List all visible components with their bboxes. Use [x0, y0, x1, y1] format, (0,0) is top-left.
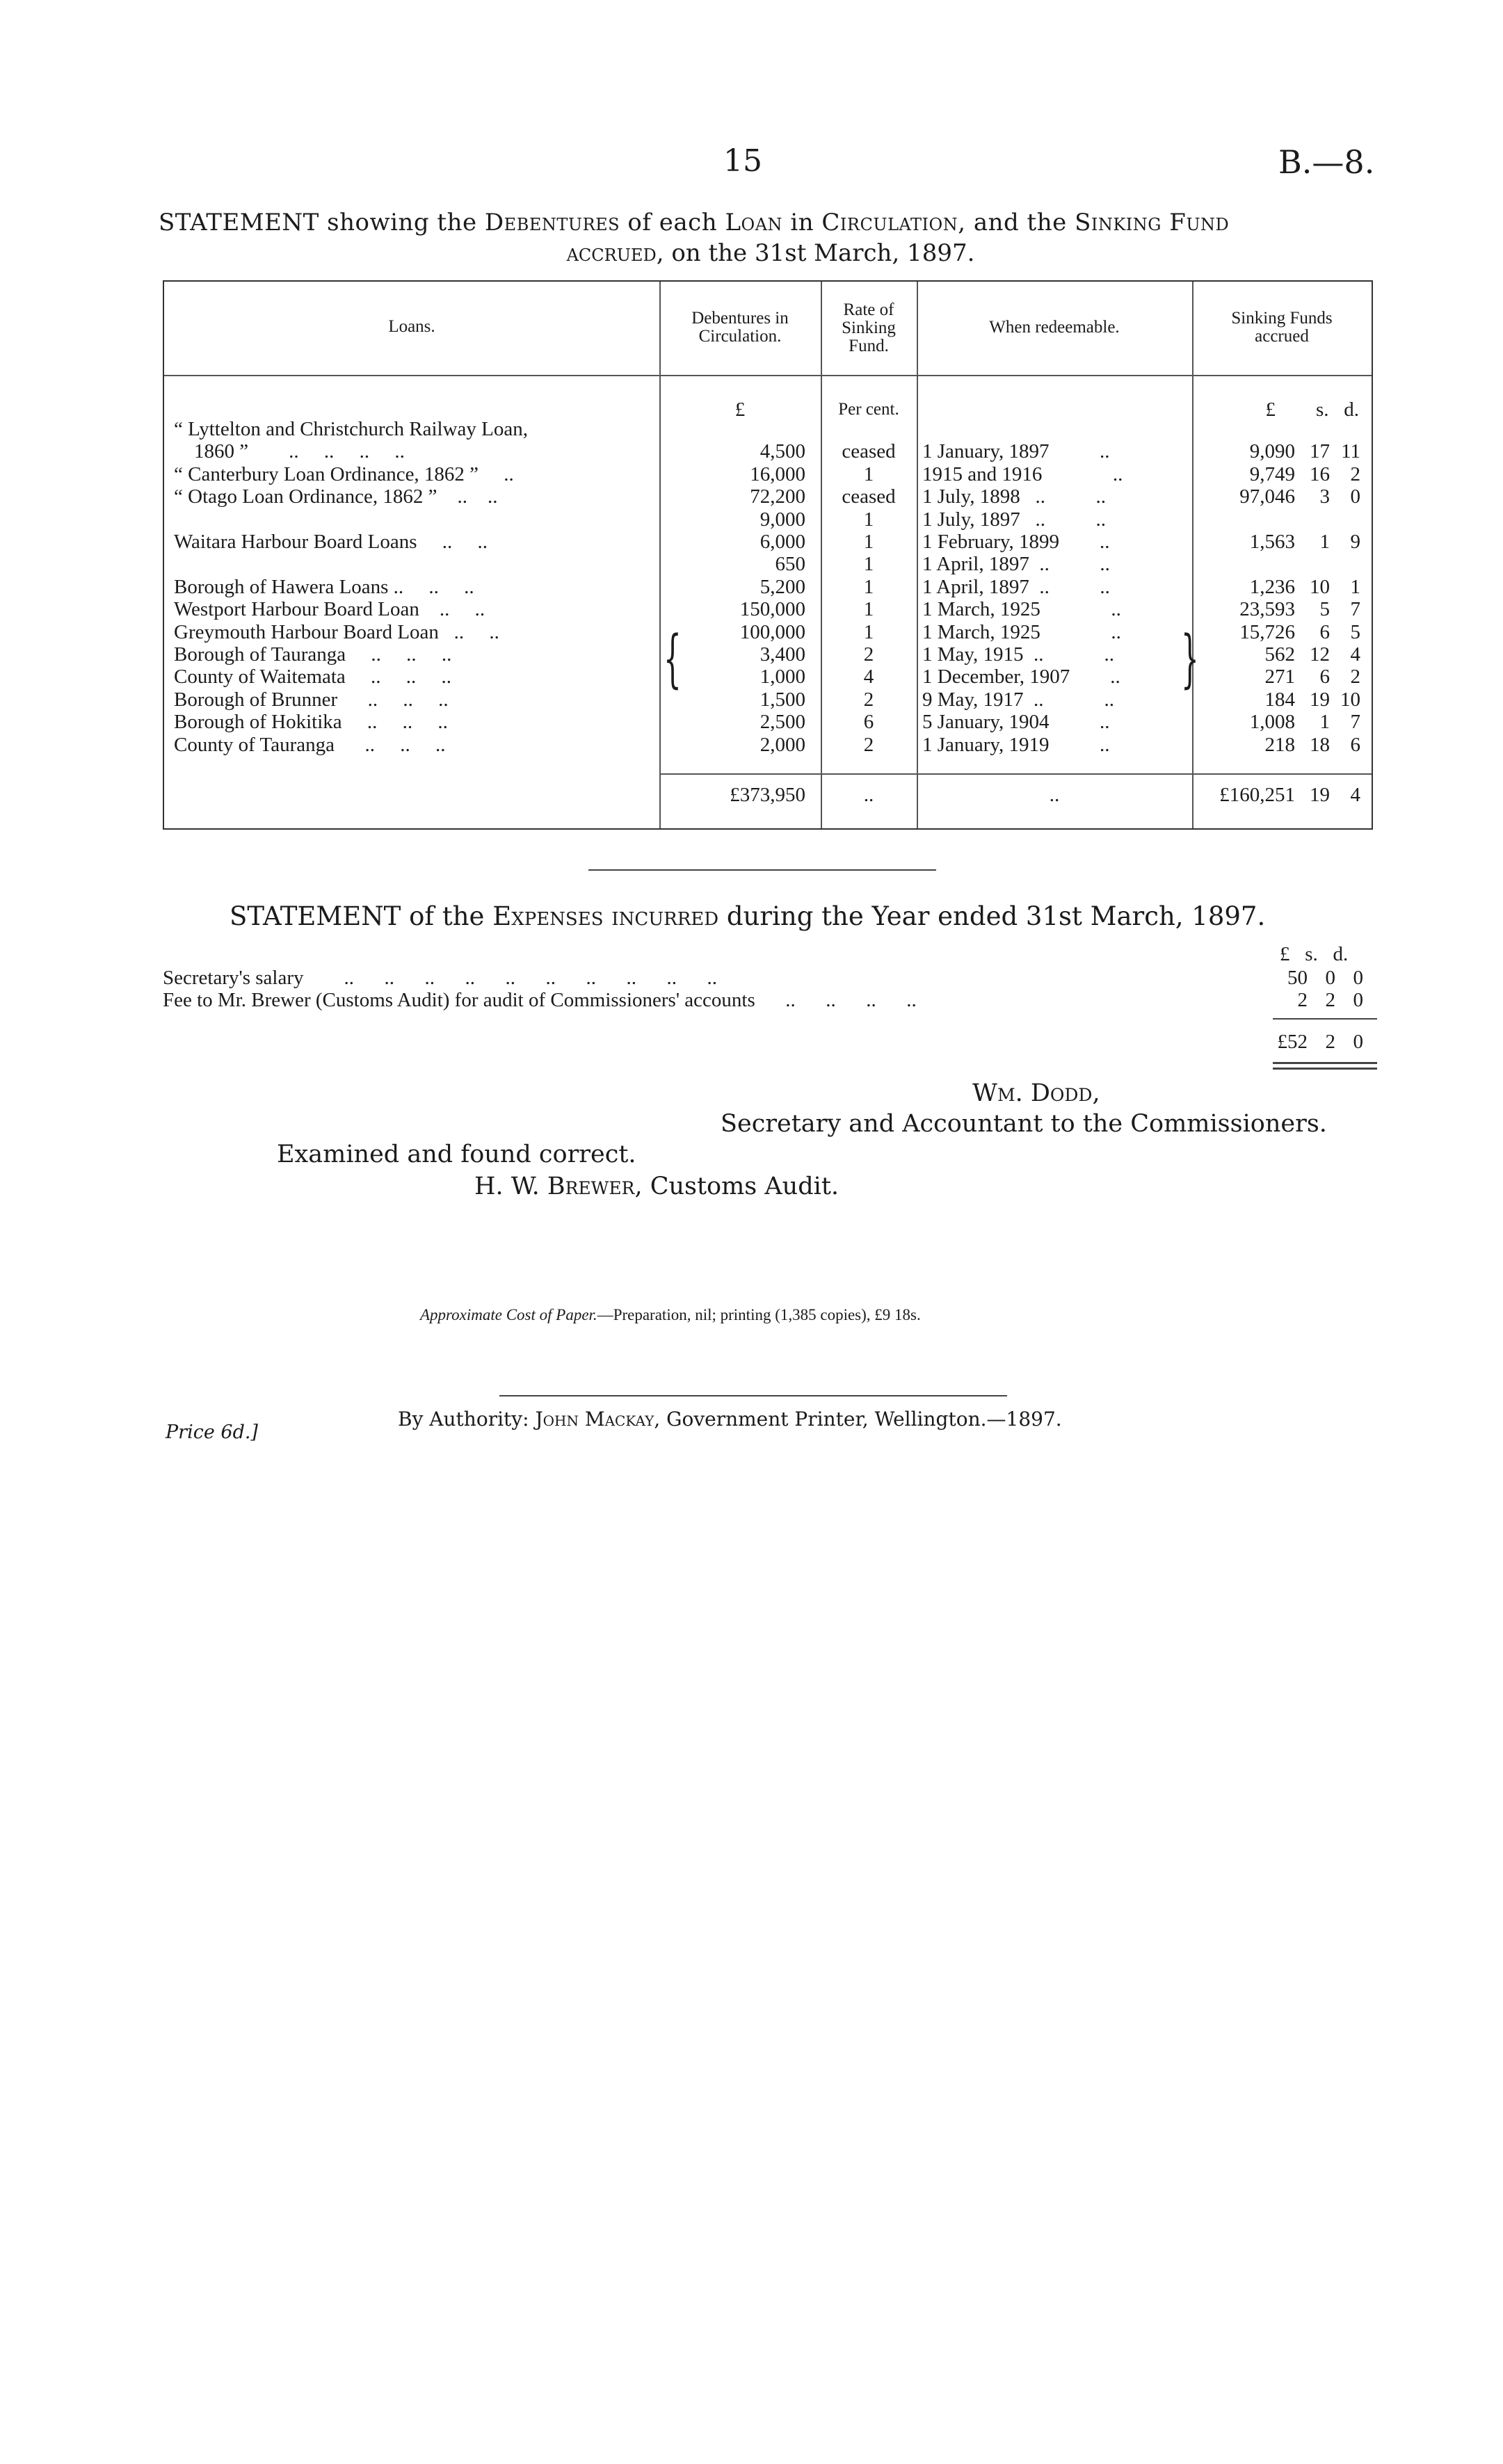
- footer-divider: [499, 1395, 1007, 1396]
- examined-note: Examined and found correct.: [277, 1141, 636, 1168]
- title-text: of each: [620, 209, 725, 236]
- table-cell-redeem: 5 January, 1904 ..: [922, 711, 1110, 734]
- table-cell-s: 6: [1319, 620, 1330, 643]
- table-cell-rate: 1: [863, 462, 874, 485]
- table-cell-l: 1,008: [1249, 711, 1295, 734]
- table-cell-rate: 2: [863, 643, 874, 666]
- statement-expenses-title: [230, 901, 1265, 931]
- title-text: in: [782, 209, 822, 236]
- total-shillings: 19: [1310, 784, 1330, 806]
- table-cell-redeem: 1915 and 1916 ..: [922, 462, 1123, 485]
- double-rule: [1273, 1068, 1377, 1070]
- table-cell-redeem: 9 May, 1917 .. ..: [922, 688, 1115, 711]
- table-cell-s: 19: [1310, 688, 1330, 711]
- table-cell-rate: ceased: [842, 485, 896, 508]
- table-cell-l: 97,046: [1239, 485, 1295, 508]
- title-text: , and the: [958, 209, 1075, 236]
- title-text: , on the 31st March, 1897.: [656, 239, 975, 267]
- table-cell-d: 4: [1350, 643, 1360, 666]
- expense-total-pence: 0: [1353, 1031, 1363, 1053]
- table-cell-d: 2: [1350, 462, 1360, 485]
- table-cell-redeem: 1 January, 1919 ..: [922, 733, 1110, 756]
- table-cell-l: 9,749: [1249, 462, 1295, 485]
- table-cell-s: 5: [1319, 598, 1330, 621]
- column-header-debentures: [659, 309, 821, 346]
- expense-pence: 0: [1353, 967, 1363, 989]
- table-cell-rate: 1: [863, 508, 874, 531]
- table-cell-deb: 2,000: [759, 733, 805, 756]
- table-cell-rate: 1: [863, 575, 874, 598]
- column-divider: [917, 282, 918, 828]
- table-cell-deb: 1,000: [759, 666, 805, 689]
- table-cell-rate: ceased: [842, 440, 896, 463]
- header-line: Sinking Funds: [1231, 309, 1333, 328]
- printer-authority: [398, 1408, 1062, 1431]
- table-cell-loan: “ Lyttelton and Christchurch Railway Loan,: [174, 418, 528, 440]
- table-cell-s: 3: [1319, 485, 1330, 508]
- table-cell-redeem: 1 February, 1899 ..: [922, 531, 1110, 553]
- table-cell-d: 7: [1350, 598, 1360, 621]
- cost-label: Approximate Cost of Paper.: [420, 1306, 597, 1323]
- table-cell-redeem: 1 December, 1907 ..: [922, 666, 1120, 689]
- document-reference: B.—8.: [1278, 143, 1375, 181]
- table-cell-d: 6: [1350, 733, 1360, 756]
- brace-right: }: [1181, 622, 1199, 695]
- title-text: STATEMENT of the: [230, 901, 493, 931]
- table-cell-rate: 6: [863, 711, 874, 734]
- authority-text: , Government Printer, Wellington.—1897.: [654, 1408, 1062, 1431]
- column-header-rate: [821, 301, 917, 355]
- table-cell-l: 1,563: [1249, 531, 1295, 553]
- table-cell-d: 1: [1350, 575, 1360, 598]
- table-cell-l: 562: [1264, 643, 1295, 666]
- signatory-title: Secretary and Accountant to the Commissioners.: [721, 1110, 1327, 1138]
- table-cell-l: 184: [1264, 688, 1295, 711]
- table-cell-d: 11: [1341, 440, 1360, 463]
- table-cell-s: 1: [1319, 711, 1330, 734]
- cost-of-paper: [420, 1306, 921, 1324]
- total-redeem: ..: [1049, 784, 1060, 806]
- table-cell-deb: 650: [775, 553, 805, 576]
- table-cell-s: 16: [1310, 462, 1330, 485]
- table-cell-loan: “ Otago Loan Ordinance, 1862 ” .. ..: [174, 485, 498, 508]
- table-cell-d: 9: [1350, 531, 1360, 553]
- expense-pounds: 2: [1297, 989, 1308, 1011]
- double-rule: [1273, 1062, 1377, 1064]
- table-cell-l: 9,090: [1249, 440, 1295, 463]
- header-line: Sinking: [842, 319, 896, 337]
- statement-debentures-title-line1: [159, 209, 1383, 236]
- table-cell-d: 0: [1350, 485, 1360, 508]
- table-cell-redeem: 1 April, 1897 .. ..: [922, 553, 1110, 576]
- column-header-loans: Loans.: [388, 317, 435, 336]
- table-cell-loan: 1860 ” .. .. .. ..: [174, 440, 405, 463]
- table-cell-loan: Waitara Harbour Board Loans .. ..: [174, 531, 488, 553]
- table-cell-deb: 3,400: [759, 643, 805, 666]
- unit-pound: £: [734, 398, 746, 421]
- table-cell-l: 271: [1264, 666, 1295, 689]
- authority-text: By Authority:: [398, 1408, 536, 1431]
- table-cell-deb: 6,000: [759, 531, 805, 553]
- table-cell-loan: Westport Harbour Board Loan .. ..: [174, 598, 485, 621]
- table-cell-s: 18: [1310, 733, 1330, 756]
- expense-label: Fee to Mr. Brewer (Customs Audit) for audit of Commissioners' accounts .. .. .. ..: [163, 989, 917, 1011]
- header-line: Debentures in: [691, 309, 789, 328]
- table-cell-redeem: 1 March, 1925 ..: [922, 620, 1121, 643]
- table-cell-loan: County of Tauranga .. .. ..: [174, 733, 446, 756]
- cost-text: —Preparation, nil; printing (1,385 copies), £9 18s.: [597, 1306, 921, 1323]
- expense-pence: 0: [1353, 989, 1363, 1011]
- total-debentures: £373,950: [730, 784, 805, 806]
- debentures-table: [163, 280, 1373, 830]
- authority-text: John Mackay: [535, 1408, 654, 1431]
- title-text: STATEMENT showing the: [159, 209, 485, 236]
- table-cell-s: 17: [1310, 440, 1330, 463]
- signatory-name: Wm. Dodd,: [972, 1079, 1100, 1107]
- table-cell-redeem: 1 March, 1925 ..: [922, 598, 1121, 621]
- table-cell-s: 6: [1319, 666, 1330, 689]
- expense-pounds: 50: [1287, 967, 1308, 989]
- total-divider: [659, 773, 1372, 775]
- table-cell-rate: 2: [863, 688, 874, 711]
- column-header-redeemable: When redeemable.: [989, 318, 1120, 337]
- column-header-sinking-funds: [1192, 309, 1372, 346]
- table-cell-loan: Borough of Hokitika .. .. ..: [174, 711, 448, 734]
- table-cell-loan: “ Canterbury Loan Ordinance, 1862 ” ..: [174, 462, 514, 485]
- table-cell-d: 5: [1350, 620, 1360, 643]
- auditor-text: H. W.: [474, 1173, 547, 1200]
- table-cell-deb: 2,500: [759, 711, 805, 734]
- expense-shillings: 2: [1325, 989, 1335, 1011]
- expense-label: Secretary's salary .. .. .. .. .. .. .. .. .. ..: [163, 967, 717, 989]
- table-cell-d: 2: [1350, 666, 1360, 689]
- table-cell-rate: 1: [863, 620, 874, 643]
- title-text: accrued: [566, 239, 657, 267]
- table-cell-s: 10: [1310, 575, 1330, 598]
- statement-debentures-title-line2: [159, 239, 1383, 267]
- table-cell-l: 15,726: [1239, 620, 1295, 643]
- total-pence: 4: [1350, 784, 1360, 806]
- unit-lsd: £ s. d.: [1265, 398, 1359, 421]
- table-cell-l: 1,236: [1249, 575, 1295, 598]
- expenses-lsd-header: £ s. d.: [1280, 943, 1349, 965]
- table-cell-rate: 1: [863, 531, 874, 553]
- header-line: Rate of: [843, 300, 894, 319]
- table-cell-deb: 150,000: [739, 598, 805, 621]
- table-cell-s: 1: [1319, 531, 1330, 553]
- auditor-line: [474, 1173, 839, 1200]
- table-cell-loan: Borough of Tauranga .. .. ..: [174, 643, 452, 666]
- header-line: accrued: [1255, 327, 1309, 346]
- unit-percent: Per cent.: [838, 400, 899, 419]
- price: Price 6d.]: [166, 1422, 258, 1443]
- brace-left: {: [664, 622, 682, 695]
- auditor-text: , Customs Audit.: [634, 1173, 839, 1200]
- table-cell-deb: 9,000: [759, 508, 805, 531]
- header-line: Circulation.: [698, 327, 782, 346]
- table-cell-redeem: 1 May, 1915 .. ..: [922, 643, 1115, 666]
- header-line: Fund.: [849, 337, 889, 355]
- table-cell-loan: Greymouth Harbour Board Loan .. ..: [174, 620, 499, 643]
- table-cell-deb: 1,500: [759, 688, 805, 711]
- table-cell-loan: County of Waitemata .. .. ..: [174, 666, 452, 689]
- title-text: during the Year ended 31st March, 1897.: [718, 901, 1266, 931]
- table-cell-deb: 16,000: [750, 462, 805, 485]
- title-text: Loan: [725, 209, 783, 236]
- table-cell-redeem: 1 July, 1897 .. ..: [922, 508, 1106, 531]
- table-cell-d: 7: [1350, 711, 1360, 734]
- title-text: Debentures: [484, 209, 620, 236]
- sum-rule: [1273, 1018, 1377, 1020]
- table-cell-l: 23,593: [1239, 598, 1295, 621]
- table-cell-d: 10: [1340, 688, 1360, 711]
- expense-shillings: 0: [1325, 967, 1335, 989]
- title-text: Expenses incurred: [492, 901, 719, 931]
- total-pounds: £160,251: [1219, 784, 1295, 806]
- auditor-text: Brewer: [547, 1173, 635, 1200]
- table-cell-rate: 4: [863, 666, 874, 689]
- table-cell-redeem: 1 July, 1898 .. ..: [922, 485, 1106, 508]
- table-cell-deb: 100,000: [739, 620, 805, 643]
- table-cell-rate: 2: [863, 733, 874, 756]
- section-divider: [588, 869, 936, 871]
- table-cell-rate: 1: [863, 598, 874, 621]
- header-divider: [164, 375, 1372, 376]
- table-cell-redeem: 1 January, 1897 ..: [922, 440, 1110, 463]
- table-cell-redeem: 1 April, 1897 .. ..: [922, 575, 1110, 598]
- total-rate: ..: [863, 784, 874, 806]
- expense-total-shillings: 2: [1325, 1031, 1335, 1053]
- title-text: Circulation: [821, 209, 958, 236]
- table-cell-loan: Borough of Hawera Loans .. .. ..: [174, 575, 474, 598]
- table-cell-s: 12: [1310, 643, 1330, 666]
- page-number: 15: [723, 143, 762, 179]
- table-cell-rate: 1: [863, 553, 874, 576]
- table-cell-deb: 72,200: [750, 485, 805, 508]
- title-text: Sinking Fund: [1075, 209, 1230, 236]
- table-cell-deb: 5,200: [759, 575, 805, 598]
- table-cell-loan: Borough of Brunner .. .. ..: [174, 688, 449, 711]
- table-cell-deb: 4,500: [759, 440, 805, 463]
- expense-total-pounds: £52: [1277, 1031, 1308, 1053]
- table-cell-l: 218: [1264, 733, 1295, 756]
